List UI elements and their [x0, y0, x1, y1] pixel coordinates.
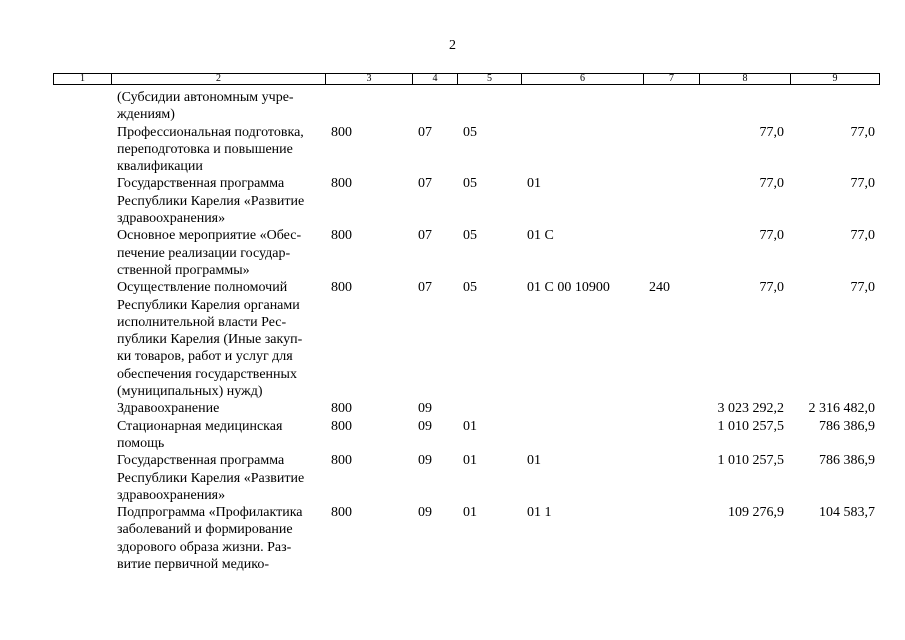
header-col-1: 1: [54, 74, 112, 84]
cell-c5: 05: [463, 176, 477, 192]
table-row: [0, 400, 905, 417]
row-name: [117, 124, 327, 176]
row-name-line: квалификации: [117, 159, 203, 175]
row-name-line: Государственная программа: [117, 453, 285, 469]
header-col-5: 5: [458, 74, 522, 84]
cell-c5: 05: [463, 124, 477, 140]
cell-c5: 05: [463, 228, 477, 244]
cell-c8: 109 276,9: [728, 505, 784, 521]
row-name-line: печение реализации государ-: [117, 245, 291, 261]
row-name: [117, 418, 327, 453]
cell-c9: 77,0: [850, 124, 875, 140]
cell-c8: 77,0: [759, 176, 784, 192]
header-col-3: 3: [326, 74, 413, 84]
cell-c4: 09: [418, 418, 432, 434]
cell-c5: 01: [463, 505, 477, 521]
table-header-row: [53, 73, 880, 85]
cell-c9: 77,0: [850, 228, 875, 244]
row-name-line: витие первичной медико-: [117, 557, 270, 573]
row-name-line: Профессиональная подготовка,: [117, 124, 304, 140]
table-body: [0, 89, 905, 573]
row-name-line: здорового образа жизни. Раз-: [117, 539, 292, 555]
row-name-line: Здравоохранение: [117, 401, 220, 417]
cell-c5: 05: [463, 280, 477, 296]
table-row: [0, 418, 905, 453]
row-name-line: обеспечения государственных: [117, 366, 297, 382]
cell-c3: 800: [331, 228, 352, 244]
cell-c4: 07: [418, 280, 432, 296]
cell-c5: 01: [463, 453, 477, 469]
row-name-line: ственной программы»: [117, 262, 250, 278]
row-name-line: Республики Карелия «Развитие: [117, 193, 305, 209]
cell-c7: 240: [649, 280, 670, 296]
cell-c8: 77,0: [759, 280, 784, 296]
row-name-line: Стационарная медицинская: [117, 418, 283, 434]
row-name: [117, 227, 327, 279]
row-name-line: Республики Карелия органами: [117, 297, 300, 313]
header-col-7: 7: [644, 74, 700, 84]
row-name-line: Республики Карелия «Развитие: [117, 470, 305, 486]
table-row: [0, 279, 905, 400]
row-name-line: здравоохранения»: [117, 487, 226, 503]
row-name-line: (муниципальных) нужд): [117, 384, 263, 400]
cell-c9: 2 316 482,0: [808, 401, 875, 417]
row-name-line: (Субсидии автономным учре-: [117, 90, 294, 105]
cell-c9: 77,0: [850, 176, 875, 192]
cell-c4: 07: [418, 176, 432, 192]
row-name: [117, 279, 327, 400]
cell-c4: 09: [418, 453, 432, 469]
row-name-line: Подпрограмма «Профилактика: [117, 505, 303, 521]
header-col-9: 9: [832, 73, 838, 84]
cell-c8: 1 010 257,5: [717, 453, 784, 469]
cell-c3: 800: [331, 176, 352, 192]
header-col-6: 6: [522, 74, 644, 84]
row-name-line: публики Карелия (Иные закуп-: [117, 332, 303, 348]
cell-c8: 77,0: [759, 124, 784, 140]
table-row: [0, 504, 905, 573]
row-name-line: переподготовка и повышение: [117, 141, 293, 157]
cell-c8: 3 023 292,2: [717, 401, 784, 417]
cell-c4: 09: [418, 505, 432, 521]
cell-c3: 800: [331, 401, 352, 417]
row-name-line: исполнительной власти Рес-: [117, 314, 287, 330]
header-col-8: 8: [700, 74, 791, 84]
cell-c5: 01: [463, 418, 477, 434]
page-number: 2: [449, 38, 456, 53]
cell-c3: 800: [331, 124, 352, 140]
cell-c4: 07: [418, 228, 432, 244]
cell-c9: 786 386,9: [819, 418, 875, 434]
row-name-line: заболеваний и формирование: [117, 522, 293, 538]
cell-c4: 07: [418, 124, 432, 140]
row-name-line: ки товаров, работ и услуг для: [117, 349, 293, 365]
table-row: [0, 175, 905, 227]
row-name-line: Осуществление полномочий: [117, 280, 288, 296]
cell-c6: 01: [527, 176, 541, 192]
table-row: [0, 227, 905, 279]
row-name: [117, 89, 327, 124]
cell-c3: 800: [331, 453, 352, 469]
row-name: [117, 175, 327, 227]
cell-c6: 01: [527, 453, 541, 469]
cell-c3: 800: [331, 505, 352, 521]
cell-c6: 01 1: [527, 505, 552, 521]
cell-c4: 09: [418, 401, 432, 417]
cell-c3: 800: [331, 280, 352, 296]
table-row: [0, 89, 905, 124]
cell-c6: 01 С: [527, 228, 554, 244]
cell-c6: 01 С 00 10900: [527, 280, 610, 296]
row-name-line: помощь: [117, 435, 165, 451]
row-name-line: Основное мероприятие «Обес-: [117, 228, 302, 244]
row-name-line: здравоохранения»: [117, 211, 226, 227]
header-col-4: 4: [413, 74, 458, 84]
cell-c9: 77,0: [850, 280, 875, 296]
cell-c8: 1 010 257,5: [717, 418, 784, 434]
row-name-line: ждениям): [117, 107, 175, 123]
cell-c3: 800: [331, 418, 352, 434]
table-row: [0, 124, 905, 176]
row-name: [117, 400, 327, 417]
row-name-line: Государственная программа: [117, 176, 285, 192]
table-row: [0, 452, 905, 504]
cell-c9: 104 583,7: [819, 505, 875, 521]
header-col-2: 2: [112, 74, 326, 84]
cell-c8: 77,0: [759, 228, 784, 244]
row-name: [117, 452, 327, 504]
cell-c9: 786 386,9: [819, 453, 875, 469]
row-name: [117, 504, 327, 573]
